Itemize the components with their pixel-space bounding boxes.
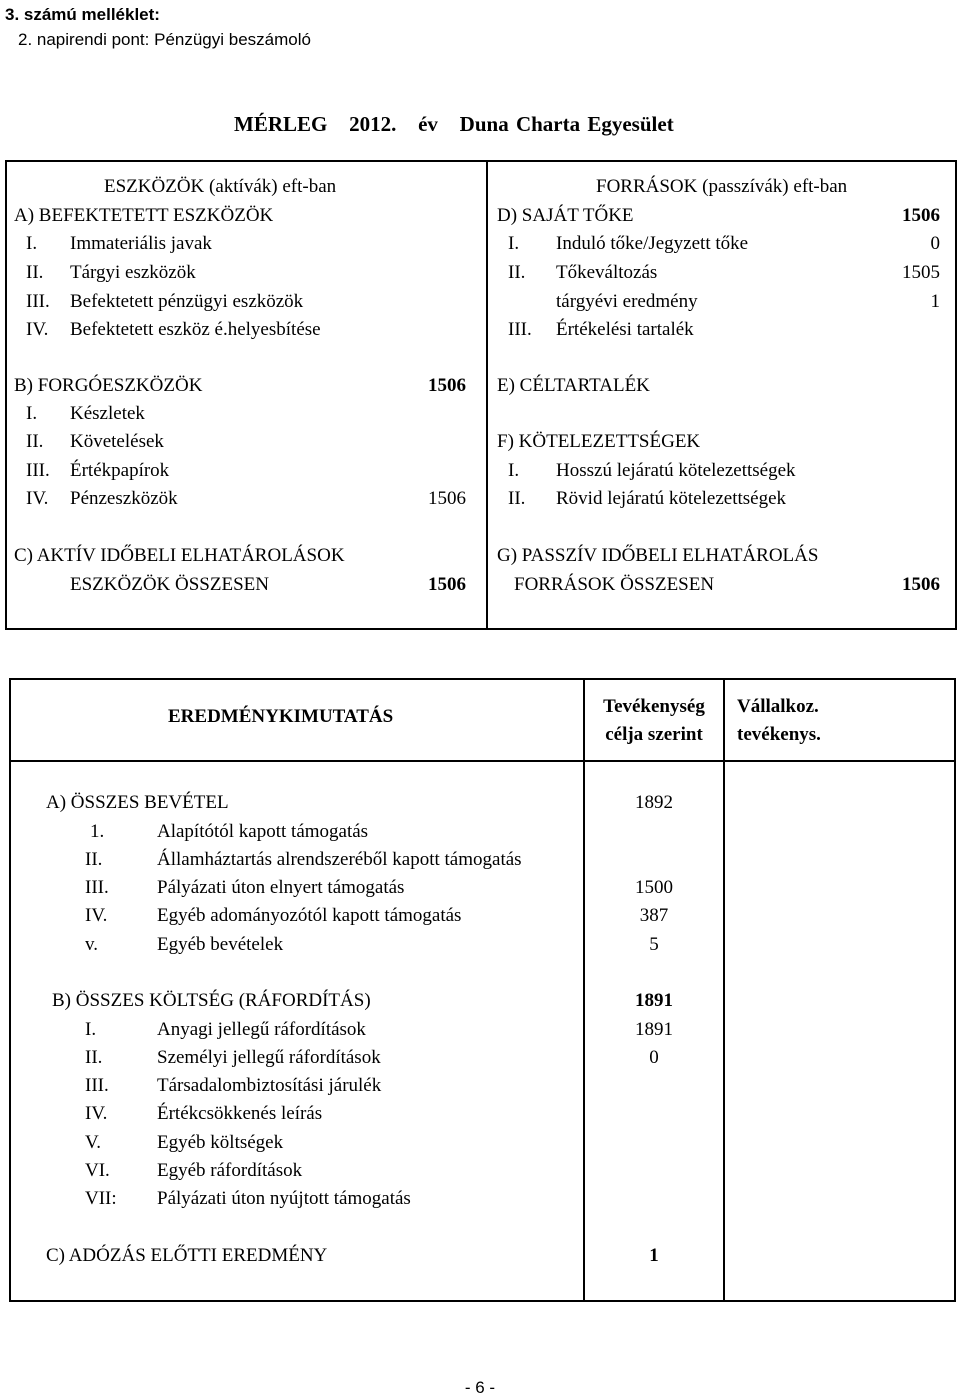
balance-left-border: [5, 160, 7, 630]
income-c-title: C) ADÓZÁS ELŐTTI EREDMÉNY: [46, 1245, 328, 1266]
assets-a-num-3: III.: [26, 291, 50, 312]
balance-title: [234, 114, 674, 135]
income-b-num-1: I.: [85, 1019, 97, 1040]
income-b-num-4: IV.: [85, 1103, 108, 1124]
liabilities-e-title: E) CÉLTARTALÉK: [497, 375, 650, 396]
income-b-value-2: 0: [649, 1047, 659, 1068]
income-col2-header-line1: Vállalkoz.: [737, 696, 819, 717]
income-b-value: 1891: [635, 990, 673, 1011]
income-a-num-1: 1.: [90, 821, 105, 842]
income-bottom-border: [9, 1300, 956, 1302]
liabilities-d-num-4: III.: [508, 319, 532, 340]
income-a-title: A) ÖSSZES BEVÉTEL: [46, 792, 229, 813]
liabilities-d-value: 1506: [902, 205, 940, 226]
assets-a-label-1: Immateriális javak: [70, 233, 212, 254]
income-a-value-4: 387: [639, 905, 669, 926]
assets-b-num-2: II.: [26, 431, 44, 452]
assets-b-label-2: Követelések: [70, 431, 164, 452]
assets-b-label-1: Készletek: [70, 403, 145, 424]
income-b-label-3: Társadalombiztosítási járulék: [157, 1075, 382, 1096]
income-a-label-4: Egyéb adományozótól kapott támogatás: [157, 905, 462, 926]
assets-a-num-2: II.: [26, 262, 44, 283]
balance-title-ev: év: [418, 112, 438, 136]
balance-bottom-border: [5, 628, 957, 630]
assets-b-num-1: I.: [26, 403, 38, 424]
income-col1-header-line2: célja szerint: [605, 724, 703, 745]
liabilities-f-title: F) KÖTELEZETTSÉGEK: [497, 431, 701, 452]
liabilities-total-value: 1506: [902, 574, 940, 595]
liabilities-d-value-1: 0: [930, 233, 940, 254]
income-b-label-1: Anyagi jellegű ráfordítások: [157, 1019, 366, 1040]
income-b-label-2: Személyi jellegű ráfordítások: [157, 1047, 381, 1068]
income-a-num-3: III.: [85, 877, 109, 898]
assets-b-title: B) FORGÓESZKÖZÖK: [14, 375, 203, 396]
income-right-border: [954, 678, 956, 1302]
assets-header: ESZKÖZÖK (aktívák) eft-ban: [104, 176, 337, 197]
liabilities-f-num-2: II.: [508, 488, 526, 509]
income-c-value: 1: [649, 1245, 659, 1266]
assets-total-label: ESZKÖZÖK ÖSSZESEN: [70, 574, 269, 595]
liabilities-d-value-3: 1: [930, 291, 940, 312]
income-b-value-1: 1891: [635, 1019, 673, 1040]
income-a-value: 1892: [635, 792, 673, 813]
agenda-item: 2. napirendi pont: Pénzügyi beszámoló: [18, 30, 311, 49]
income-top-border: [9, 678, 956, 680]
assets-a-label-4: Befektetett eszköz é.helyesbítése: [70, 319, 321, 340]
income-a-num-2: II.: [85, 849, 103, 870]
income-a-label-3: Pályázati úton elnyert támogatás: [157, 877, 405, 898]
liabilities-g-title: G) PASSZÍV IDŐBELI ELHATÁROLÁS: [497, 545, 819, 566]
assets-c-title: C) AKTÍV IDŐBELI ELHATÁROLÁSOK: [14, 545, 345, 566]
balance-title-org: Duna Charta Egyesület: [459, 112, 674, 136]
balance-title-year: 2012.: [349, 112, 397, 136]
annex-number: 3. számú melléklet:: [5, 5, 160, 24]
income-b-label-6: Egyéb ráfordítások: [157, 1160, 303, 1181]
balance-right-border: [955, 160, 957, 630]
liabilities-d-title: D) SAJÁT TŐKE: [497, 205, 634, 226]
balance-divider: [486, 160, 488, 630]
income-b-label-5: Egyéb költségek: [157, 1132, 284, 1153]
income-left-border: [9, 678, 11, 1302]
income-col2-header-line2: tevékenys.: [737, 724, 821, 745]
liabilities-d-num-1: I.: [508, 233, 520, 254]
income-divider-1: [583, 678, 585, 1302]
assets-a-label-2: Tárgyi eszközök: [70, 262, 196, 283]
income-b-num-6: VI.: [85, 1160, 110, 1181]
assets-a-num-4: IV.: [26, 319, 49, 340]
assets-b-num-3: III.: [26, 460, 50, 481]
income-a-label-2: Államháztartás alrendszeréből kapott támogatás: [157, 849, 522, 870]
liabilities-d-label-4: Értékelési tartalék: [556, 319, 694, 340]
assets-b-num-4: IV.: [26, 488, 49, 509]
income-a-num-4: IV.: [85, 905, 108, 926]
income-b-num-2: II.: [85, 1047, 103, 1068]
liabilities-total-label: FORRÁSOK ÖSSZESEN: [514, 574, 715, 595]
liabilities-header: FORRÁSOK (passzívák) eft-ban: [596, 176, 848, 197]
assets-b-label-3: Értékpapírok: [70, 460, 170, 481]
income-a-label-5: Egyéb bevételek: [157, 934, 284, 955]
liabilities-d-value-2: 1505: [902, 262, 940, 283]
income-header-border: [9, 760, 956, 762]
liabilities-f-label-1: Hosszú lejáratú kötelezettségek: [556, 460, 796, 481]
page-number: - 6 -: [464, 1378, 496, 1397]
assets-b-label-4: Pénzeszközök: [70, 488, 178, 509]
income-title: EREDMÉNYKIMUTATÁS: [168, 706, 394, 727]
liabilities-d-label-2: Tőkeváltozás: [556, 262, 658, 283]
liabilities-d-num-2: II.: [508, 262, 526, 283]
income-a-num-5: v.: [85, 934, 99, 955]
income-b-num-5: V.: [85, 1132, 102, 1153]
income-b-num-7: VII:: [85, 1188, 117, 1209]
assets-total-value: 1506: [428, 574, 466, 595]
liabilities-d-label-1: Induló tőke/Jegyzett tőke: [556, 233, 749, 254]
assets-a-title: A) BEFEKTETETT ESZKÖZÖK: [14, 205, 274, 226]
balance-title-word: MÉRLEG: [234, 112, 328, 136]
income-col1-header-line1: Tevékenység: [603, 696, 705, 717]
income-b-title: B) ÖSSZES KÖLTSÉG (RÁFORDÍTÁS): [52, 990, 371, 1011]
assets-b-value-4: 1506: [428, 488, 466, 509]
liabilities-d-label-3: tárgyévi eredmény: [556, 291, 698, 312]
income-a-value-3: 1500: [635, 877, 673, 898]
assets-a-label-3: Befektetett pénzügyi eszközök: [70, 291, 304, 312]
assets-b-value: 1506: [428, 375, 466, 396]
liabilities-f-label-2: Rövid lejáratú kötelezettségek: [556, 488, 787, 509]
income-divider-2: [723, 678, 725, 1302]
income-b-label-4: Értékcsökkenés leírás: [157, 1103, 323, 1124]
income-a-value-5: 5: [649, 934, 659, 955]
balance-top-border: [5, 160, 957, 162]
income-a-label-1: Alapítótól kapott támogatás: [157, 821, 369, 842]
income-b-num-3: III.: [85, 1075, 109, 1096]
income-b-label-7: Pályázati úton nyújtott támogatás: [157, 1188, 411, 1209]
liabilities-f-num-1: I.: [508, 460, 520, 481]
assets-a-num-1: I.: [26, 233, 38, 254]
